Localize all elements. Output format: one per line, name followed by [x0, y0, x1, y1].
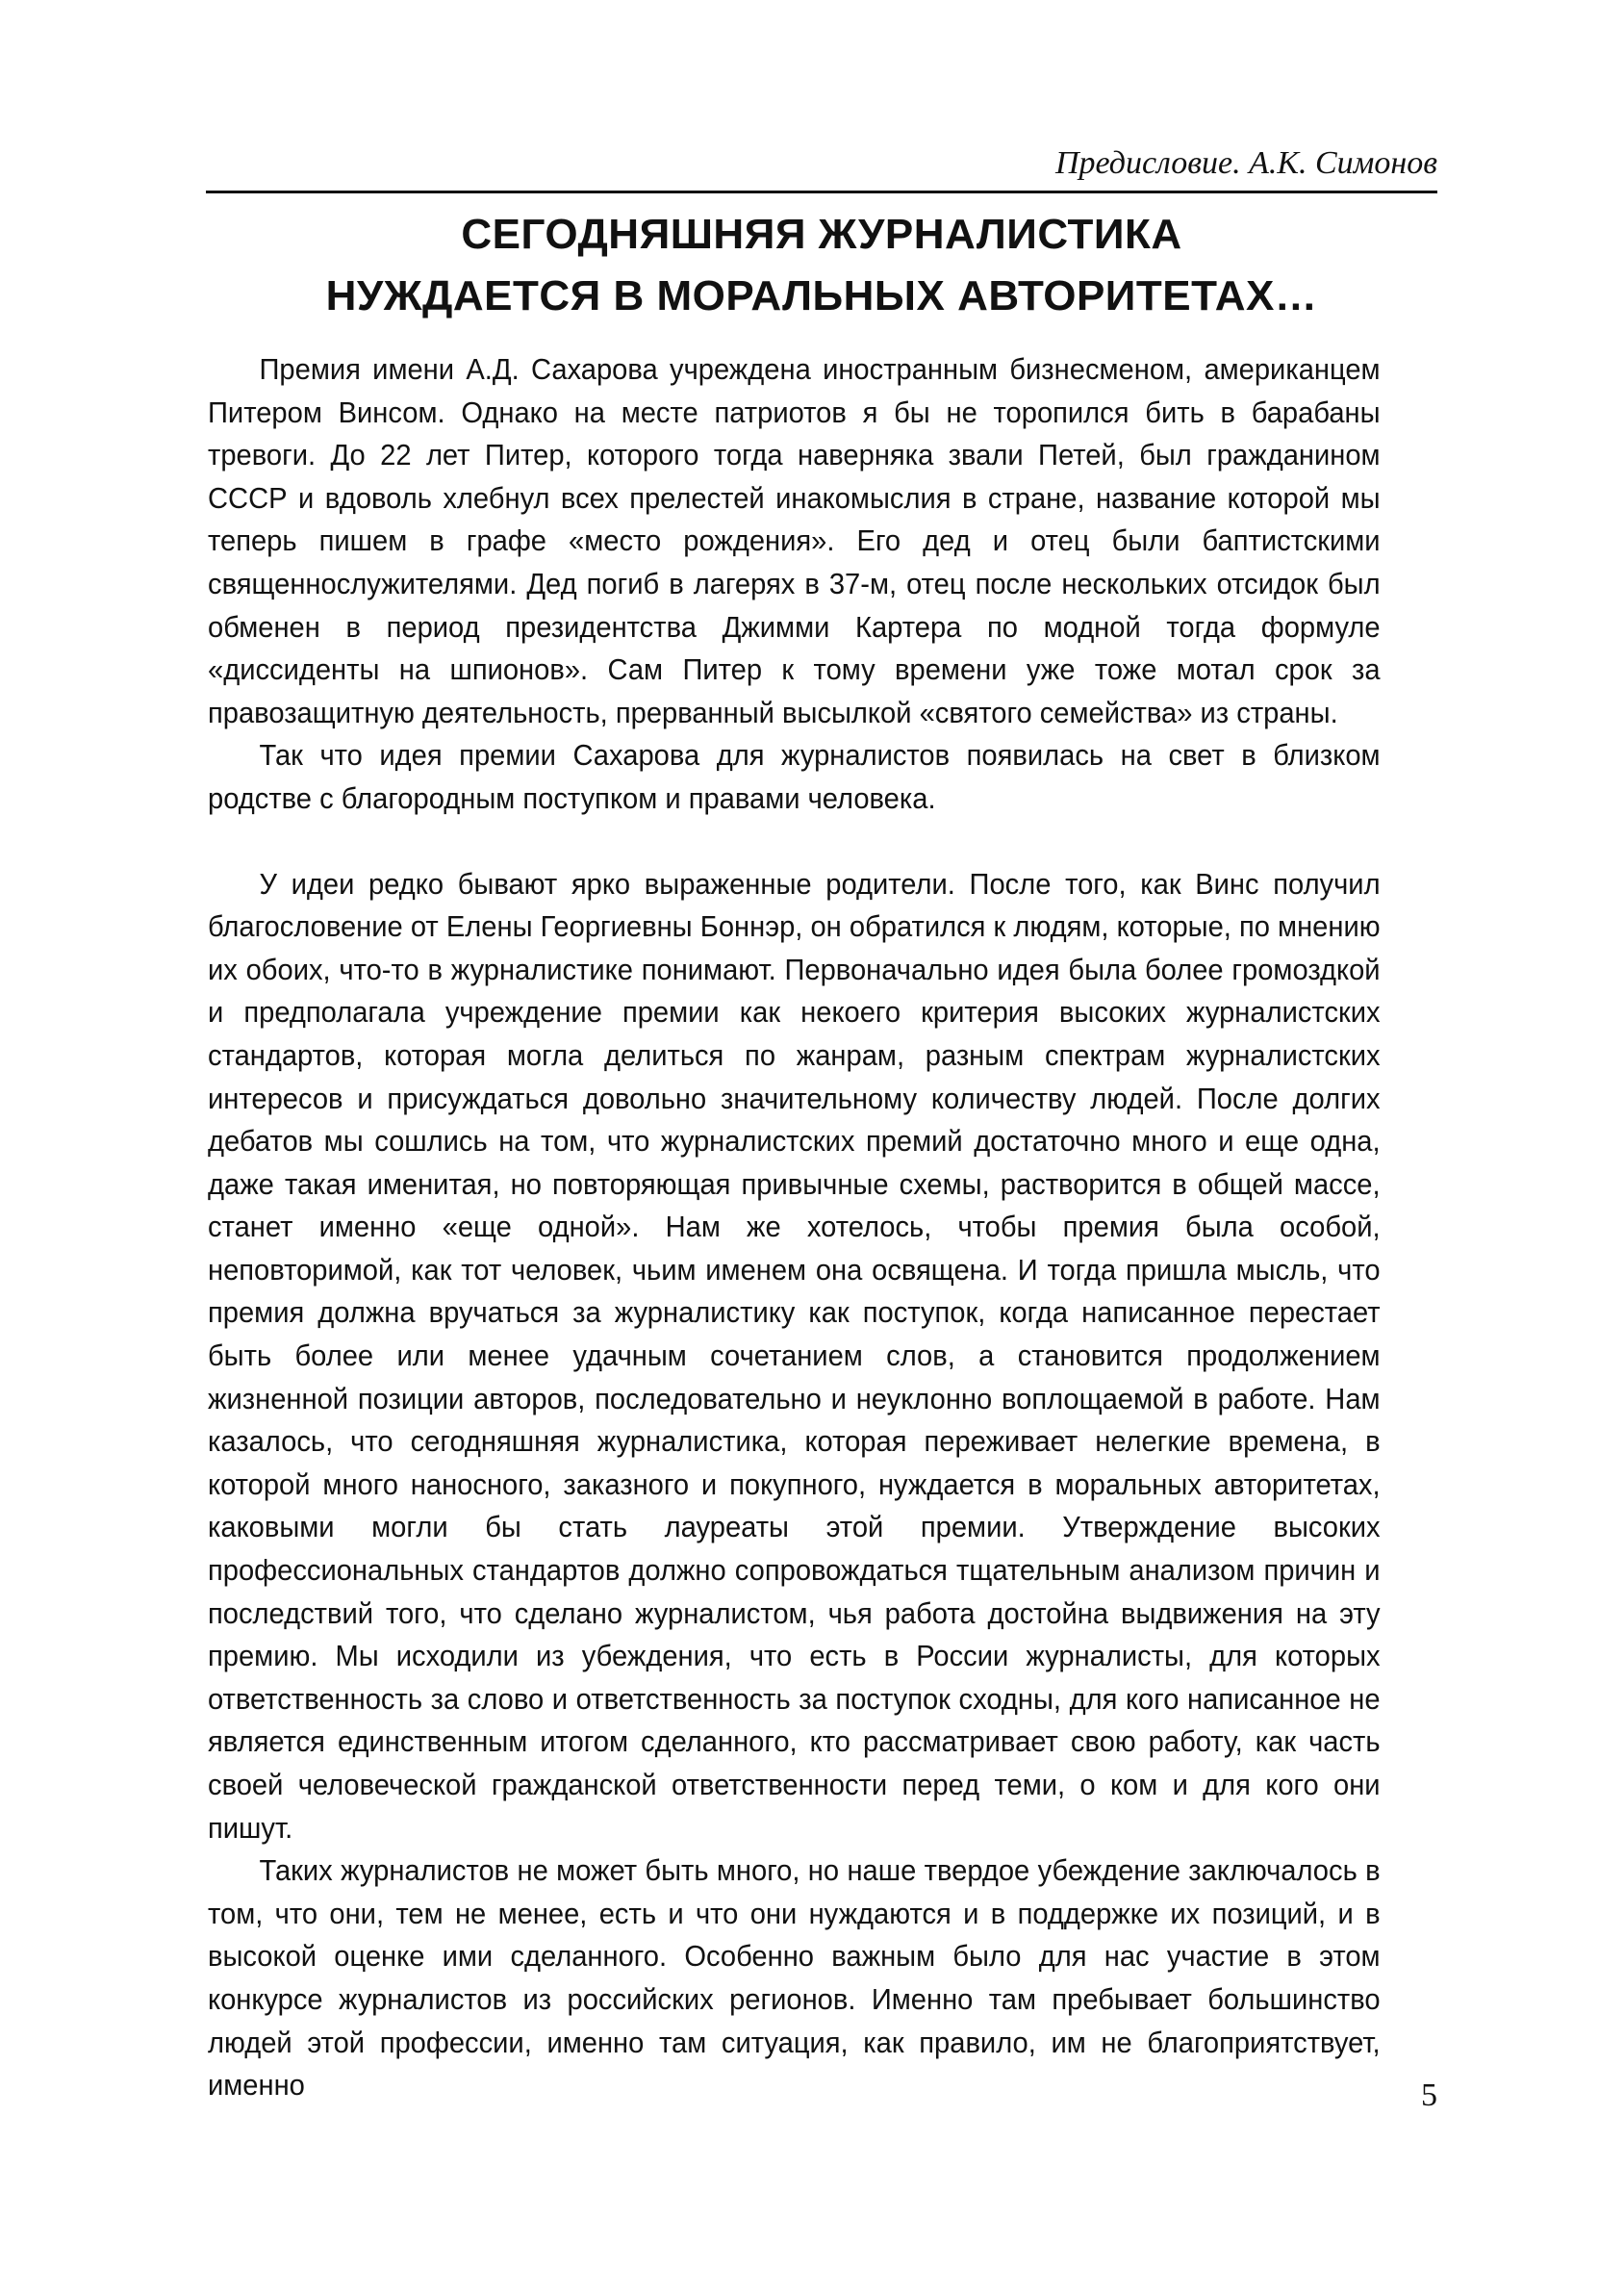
paragraph: Премия имени А.Д. Сахарова учреждена иностранным бизнесменом, американцем Питером Винсом. Однако на месте патриотов я бы не торопился бить в барабаны тревоги. До 22 лет Питер, которого тогда наверняка звали Петей, был гражданином СССР и вдоволь хлебнул всех прелестей инакомыслия в стране, название которой мы теперь пишем в графе «место рождения». Его дед и отец были баптистскими священнослужителями. Дед погиб в лагерях в 37-м, отец после нескольких отсидок был обменен в период президентства Джимми Картера по модной тогда формуле «диссиденты на шпионов». Сам Питер к тому времени уже тоже мотал срок за правозащитную деятельность, прерванный высылкой «святого семейства» из страны. — [208, 353, 1381, 729]
header-rule — [206, 191, 1437, 193]
article-title-line-1: СЕГОДНЯШНЯЯ ЖУРНАЛИСТИКА — [461, 211, 1182, 258]
running-header: Предисловие. А.К. Симонов — [1054, 145, 1437, 181]
page-number: 5 — [1421, 2078, 1437, 2113]
paragraph: У идеи редко бывают ярко выраженные родители. После того, как Винс получил благословение от Елены Георгиевны Боннэр, он обратился к людям, которые, по мнению их обоих, что-то в журналистике понимают. Первоначально идея была более громоздкой и предполагала учреждение премии как некоего критерия высоких журналистских стандартов, которая могла делиться по жанрам, разным спектрам журналистских интересов и присуждаться довольно значительному количеству людей. После долгих дебатов мы сошлись на том, что журналистских премий достаточно много и еще одна, даже такая именитая, но повторяющая привычные схемы, растворится в общей массе, станет именно «еще одной». Нам же хотелось, чтобы премия была особой, неповторимой, как тот человек, чьим именем она освящена. И тогда пришла мысль, что премия должна вручаться за журналистику как поступок, когда написанное перестает быть более или менее удачным сочетанием слов, а становится продолжением жизненной позиции авторов, последовательно и неуклонно воплощаемой в работе. Нам казалось, что сегодняшняя журналистика, которая переживает нелегкие времена, в которой много наносного, заказного и покупного, нуждается в моральных авторитетах, каковыми могли бы стать лауреаты этой премии. Утверждение высоких профессиональных стандартов должно сопровождаться тщательным анализом причин и последствий того, что сделано журналистом, чья работа достойна выдвижения на эту премию. Мы исходили из убеждения, что есть в России журналисты, для которых ответственность за слово и ответственность за поступок сходны, для кого написанное не является единственным итогом сделанного, кто рассматривает свою работу, как часть своей человеческой гражданской ответственности перед теми, о ком и для кого они пишут. — [208, 867, 1381, 1845]
paragraph: Так что идея премии Сахарова для журналистов появилась на свет в близком родстве с благородным поступком и правами человека. — [208, 739, 1381, 815]
article-title — [206, 204, 1437, 327]
paragraph: Таких журналистов не может быть много, но наше твердое убеждение заключалось в том, что они, тем не менее, есть и что они нуждаются и в поддержке их позиций, и в высокой оценке ими сделанного. Особенно важным было для нас участие в этом конкурсе журналистов из российских регионов. Именно там пребывает большинство людей этой профессии, именно там ситуация, как правило, им не благоприятствует, именно — [208, 1854, 1381, 2103]
article-body — [208, 348, 1381, 2107]
article-title-line-2: НУЖДАЕТСЯ В МОРАЛЬНЫХ АВТОРИТЕТАХ… — [325, 272, 1318, 319]
